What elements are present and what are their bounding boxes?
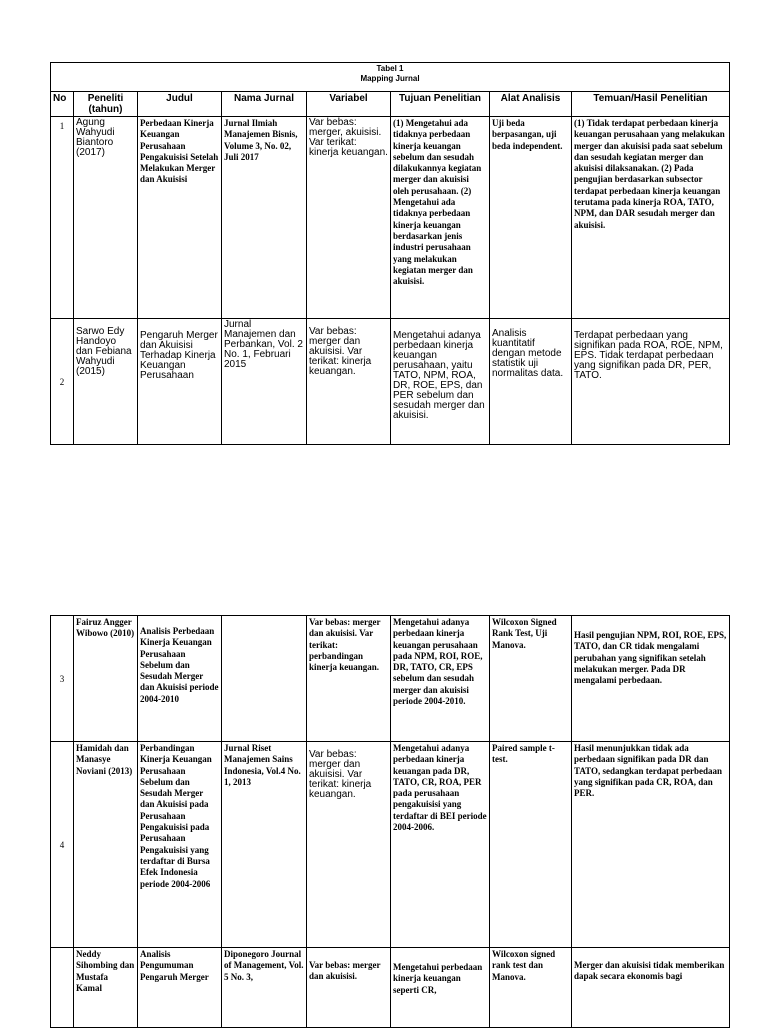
cell-variabel: Var bebas: merger dan akuisisi. Var terikat: kinerja keuangan. xyxy=(307,319,391,445)
cell-jurnal xyxy=(222,616,307,742)
cell-judul: Perbedaan Kinerja Keuangan Perusahaan Pengakuisisi Setelah Melakukan Merger dan Akuisisi xyxy=(138,117,222,319)
cell-jurnal: Jurnal Ilmiah Manajemen Bisnis, Volume 3, No. 02, Juli 2017 xyxy=(222,117,307,319)
cell-tujuan: Mengetahui adanya perbedaan kinerja keuangan perusahaan, yaitu TATO, NPM, ROA, DR, ROE, EPS, dan PER sebelum dan sesudah merger dan akuisisi. xyxy=(391,319,490,445)
row-number: 4 xyxy=(51,742,74,948)
header-tujuan: Tujuan Penelitian xyxy=(391,92,490,117)
header-judul: Judul xyxy=(138,92,222,117)
header-no: No xyxy=(51,92,74,117)
cell-jurnal: Jurnal Manajemen dan Perbankan, Vol. 2 No. 1, Februari 2015 xyxy=(222,319,307,445)
caption-line-1: Tabel 1 xyxy=(376,64,404,73)
row-number: 2 xyxy=(51,319,74,445)
row-number: 1 xyxy=(51,117,74,319)
header-temuan: Temuan/Hasil Penelitian xyxy=(572,92,730,117)
header-peneliti: Peneliti (tahun) xyxy=(74,92,138,117)
jurnal-text: Jurnal Riset Manajemen Sains Indonesia, Vol.4 No. 1, 2013 xyxy=(224,743,301,787)
table-row xyxy=(51,319,730,445)
cell-peneliti: Hamidah dan Manasye Noviani (2013) xyxy=(74,742,138,948)
table-row xyxy=(51,117,730,319)
cell-temuan: Hasil pengujian NPM, ROI, ROE, EPS, TATO, dan CR tidak mengalami perubahan yang signifikan setelah melakukan merger. Pada DR mengalami perbedaan. xyxy=(572,616,730,742)
cell-alat: Wilcoxon signed rank test dan Manova. xyxy=(490,948,572,1028)
cell-variabel: Var bebas: merger dan akuisisi. xyxy=(307,948,391,1028)
cell-variabel: Var bebas: merger, akuisisi. Var terikat: kinerja keuangan. xyxy=(307,117,391,319)
cell-peneliti: Fairuz Angger Wibowo (2010) xyxy=(74,616,138,742)
row-number xyxy=(51,948,74,1028)
cell-alat: Wilcoxon Signed Rank Test, Uji Manova. xyxy=(490,616,572,742)
cell-judul: Analisis Perbedaan Kinerja Keuangan Perusahaan Sebelum dan Sesudah Merger dan Akuisisi periode 2004-2010 xyxy=(138,616,222,742)
cell-tujuan: Mengetahui perbedaan kinerja keuangan seperti CR, xyxy=(391,948,490,1028)
cell-variabel: Var bebas: merger dan akuisisi. Var terikat: kinerja keuangan. xyxy=(307,742,391,948)
cell-temuan: Hasil menunjukkan tidak ada perbedaan signifikan pada DR dan TATO, sedangkan terdapat perbedaan yang signifikan pada CR, ROA, dan PER. xyxy=(572,742,730,948)
table-row xyxy=(51,616,730,742)
header-variabel: Variabel xyxy=(307,92,391,117)
header-row xyxy=(51,92,730,117)
cell-tujuan: Mengetahui adanya perbedaan kinerja keuangan pada DR, TATO, CR, ROA, PER pada perusahaan pengakuisisi yang terdaftar di BEI periode 2004-2006. xyxy=(391,742,490,948)
cell-peneliti: Agung Wahyudi Biantoro (2017) xyxy=(74,117,138,319)
cell-tujuan: (1) Mengetahui ada tidaknya perbedaan kinerja keuangan sebelum dan sesudah dilakukannya kegiatan merger dan akuisisi oleh perusahaan. (2) Mengetahui ada tidaknya perbedaan kinerja keuangan berdasarkan jenis industri perusahaan yang melakukan kegiatan merger dan akuisisi. xyxy=(391,117,490,319)
cell-temuan: Terdapat perbedaan yang signifikan pada ROA, ROE, NPM, EPS. Tidak terdapat perbedaan yang signifikan pada DR, PER, TATO. xyxy=(572,319,730,445)
caption-line-2: Mapping Jurnal xyxy=(360,74,420,83)
mapping-table-page-2 xyxy=(50,615,730,1028)
table-row xyxy=(51,742,730,948)
cell-temuan: Merger dan akuisisi tidak memberikan dapak secara ekonomis bagi xyxy=(572,948,730,1028)
cell-judul: Analisis Pengumuman Pengaruh Merger xyxy=(138,948,222,1028)
cell-jurnal: Diponegoro Journal of Management, Vol. 5 No. 3, xyxy=(222,948,307,1028)
cell-peneliti: Sarwo Edy Handoyo dan Febiana Wahyudi (2015) xyxy=(74,319,138,445)
variabel-text: Var bebas: merger dan akuisisi. Var terikat: perbandingan kinerja keuangan. xyxy=(309,617,381,673)
cell-alat: Paired sample t-test. xyxy=(490,742,572,948)
cell-temuan: (1) Tidak terdapat perbedaan kinerja keuangan perusahaan yang melakukan merger dan akuisisi pada saat sebelum dan sesudah kegiatan merger dan akuisisi dilaksanakan. (2) Pada pengujian berdasarkan subsector terdapat perbedaan kinerja keuangan terutama pada kinerja ROA, TATO, NPM, dan DAR sesudah merger dan akuisisi. xyxy=(572,117,730,319)
mapping-table-page-1 xyxy=(50,62,730,445)
header-jurnal: Nama Jurnal xyxy=(222,92,307,117)
header-alat: Alat Analisis xyxy=(490,92,572,117)
cell-alat: Analisis kuantitatif dengan metode statistik uji normalitas data. xyxy=(490,319,572,445)
table-caption xyxy=(51,63,730,92)
cell-tujuan: Mengetahui adanya perbedaan kinerja keuangan perusahaan pada NPM, ROI, ROE, DR, TATO, CR, EPS sebelum dan sesudah merger dan akuisisi periode 2004-2010. xyxy=(391,616,490,742)
row-number: 3 xyxy=(51,616,74,742)
cell-judul: Pengaruh Merger dan Akuisisi Terhadap Kinerja Keuangan Perusahaan xyxy=(138,319,222,445)
cell-alat: Uji beda berpasangan, uji beda independent. xyxy=(490,117,572,319)
cell-judul: Perbandingan Kinerja Keuangan Perusahaan Sebelum dan Sesudah Merger dan Akuisisi pada Perusahaan Pengakuisisi pada Perusahaan Pengakuisisi yang terdaftar di Bursa Efek Indonesia periode 2004-2006 xyxy=(138,742,222,948)
cell-variabel xyxy=(307,616,391,742)
cell-jurnal xyxy=(222,742,307,948)
cell-peneliti: Neddy Sihombing dan Mustafa Kamal xyxy=(74,948,138,1028)
table-row xyxy=(51,948,730,1028)
